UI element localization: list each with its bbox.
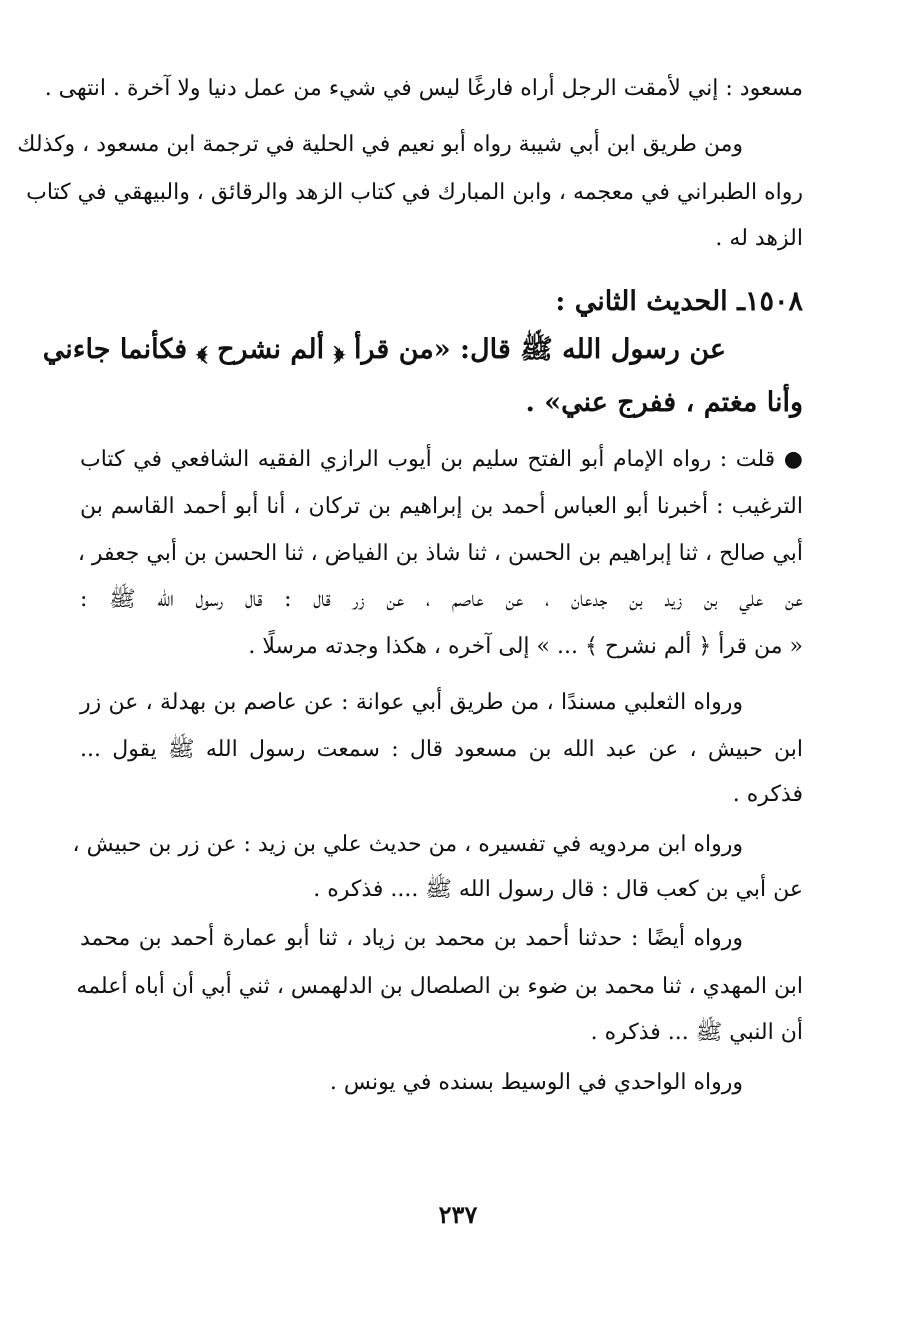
text-line-21: ورواه الواحدي في الوسيط بسنده في يونس . — [329, 1070, 743, 1095]
text-line-4: الزهد له . — [715, 226, 803, 251]
text-line-2: ومن طريق ابن أبي شيبة رواه أبو نعيم في الحلية في ترجمة ابن مسعود ، وكذلك — [17, 132, 743, 157]
hadith-number-heading: ١٥٠٨ـ الحديث الثاني : — [555, 286, 803, 317]
text-line-15: فذكره . — [732, 782, 803, 807]
text-line-20: أن النبي ﷺ ... فذكره . — [590, 1020, 803, 1045]
text-line-14: ابن حبيش ، عن عبد الله بن مسعود قال : سمعت رسول الله ﷺ يقول ... — [80, 737, 803, 762]
hadith-text-line-1: عن رسول الله ﷺ قال: «من قرأ ﴿ ألم نشرح ﴾ فكأنما جاءني — [42, 334, 726, 365]
text-line-16: ورواه ابن مردويه في تفسيره ، من حديث علي بن زيد : عن زر بن حبيش ، — [72, 832, 743, 857]
text-line-11: عن علي بن زيد بن جدعان ، عن عاصم ، عن زر قال : قال رسول الله ﷺ : — [80, 587, 803, 612]
page-number: ٢٣٧ — [438, 1200, 478, 1229]
text-line-1: مسعود : إني لأمقت الرجل أراه فارغًا ليس في شيء من عمل دنيا ولا آخرة . انتهى . — [44, 76, 803, 101]
text-line-17: عن أبي بن كعب قال : قال رسول الله ﷺ .... فذكره . — [313, 877, 803, 902]
text-line-13: ورواه الثعلبي مسندًا ، من طريق أبي عوانة : عن عاصم بن بهدلة ، عن زر — [80, 690, 743, 715]
text-line-18: ورواه أيضًا : حدثنا أحمد بن محمد بن زياد ، ثنا أبو عمارة أحمد بن محمد — [80, 926, 743, 951]
text-line-9: الترغيب : أخبرنا أبو العباس أحمد بن إبراهيم بن تركان ، أنا أبو أحمد القاسم بن — [80, 494, 803, 519]
text-line-3: رواه الطبراني في معجمه ، وابن المبارك في كتاب الزهد والرقائق ، والبيهقي في كتاب — [26, 180, 803, 205]
text-line-10: أبي صالح ، ثنا إبراهيم بن الحسن ، ثنا شاذ بن الفياض ، ثنا الحسن بن أبي جعفر ، — [77, 541, 803, 566]
text-line-12: « من قرأ ﴿ ألم نشرح ﴾ ... » إلى آخره ، هكذا وجدته مرسلًا . — [248, 634, 803, 659]
text-line-19: ابن المهدي ، ثنا محمد بن ضوء بن الصلصال بن الدلهمس ، ثني أبي أن أباه أعلمه — [76, 974, 803, 999]
hadith-text-line-2: وأنا مغتم ، ففرج عني» . — [525, 387, 803, 418]
text-line-8: ● قلت : رواه الإمام أبو الفتح سليم بن أيوب الرازي الفقيه الشافعي في كتاب — [80, 447, 803, 472]
